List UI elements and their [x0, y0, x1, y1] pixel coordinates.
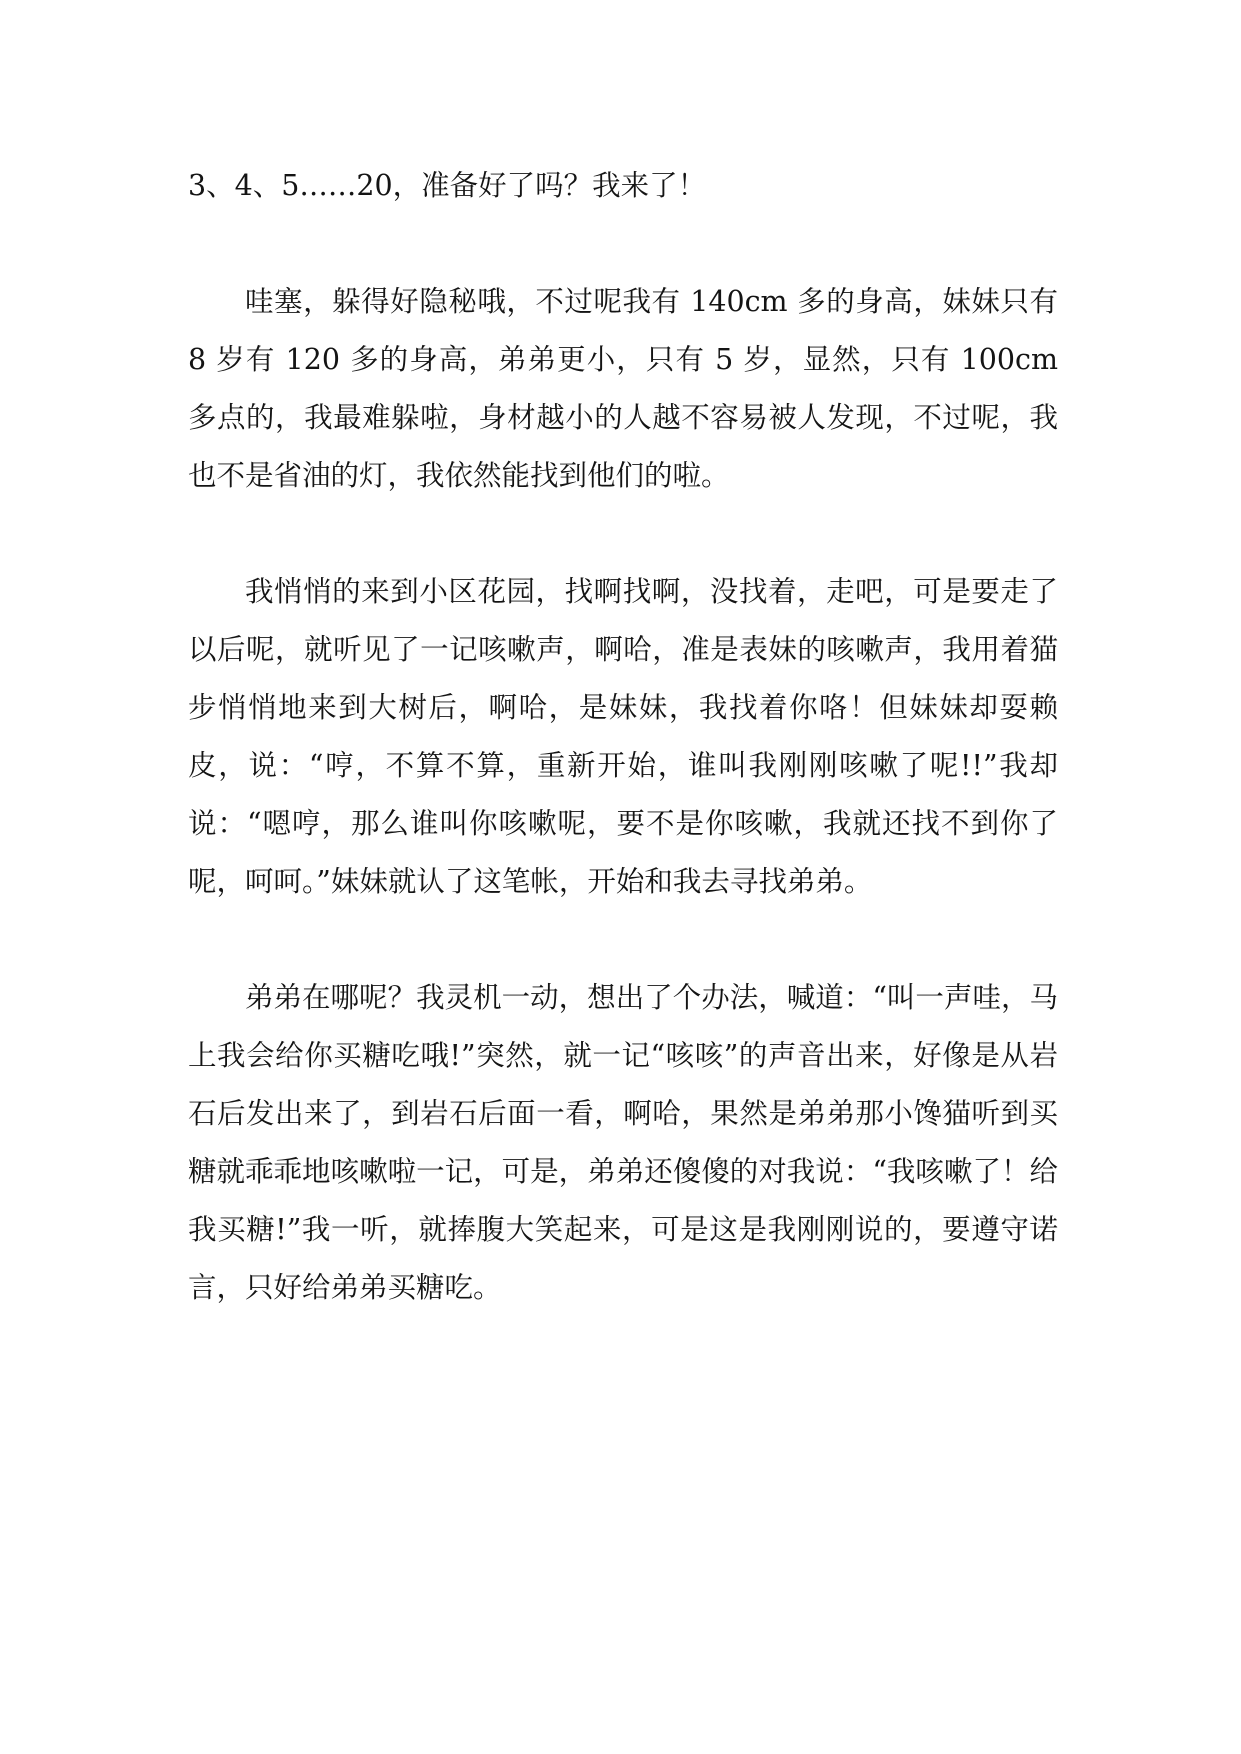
document-body: [188, 157, 1058, 1317]
paragraph-finding-brother: 弟弟在哪呢？我灵机一动，想出了个办法，喊道：“叫一声哇，马上我会给你买糖吃哦!”突然，就一记“咳咳”的声音出来，好像是从岩石后发出来了，到岩石后面一看，啊哈，果然是弟弟那小馋猫听到买糖就乖乖地咳嗽啦一记，可是，弟弟还傻傻的对我说：“我咳嗽了！给我买糖!”我一听，就捧腹大笑起来，可是这是我刚刚说的，要遵守诺言，只好给弟弟买糖吃。: [188, 981, 1058, 1304]
paragraph-hiding-heights: 哇塞，躲得好隐秘哦，不过呢我有 140cm 多的身高，妹妹只有 8 岁有 120 多的身高，弟弟更小，只有 5 岁，显然，只有 100cm 多点的，我最难躲啦，身材越小的人越不容易被人发现，不过呢，我也不是省油的灯，我依然能找到他们的啦。: [188, 285, 1058, 492]
paragraph-finding-sister: 我悄悄的来到小区花园，找啊找啊，没找着，走吧，可是要走了以后呢，就听见了一记咳嗽声，啊哈，准是表妹的咳嗽声，我用着猫步悄悄地来到大树后，啊哈，是妹妹，我找着你咯！但妹妹却耍赖皮，说：“哼，不算不算，重新开始，谁叫我刚刚咳嗽了呢!!”我却说：“嗯哼，那么谁叫你咳嗽呢，要不是你咳嗽，我就还找不到你了呢，呵呵。”妹妹就认了这笔帐，开始和我去寻找弟弟。: [188, 575, 1058, 898]
paragraph-countdown: 3、4、5……20，准备好了吗？我来了！: [188, 169, 707, 202]
